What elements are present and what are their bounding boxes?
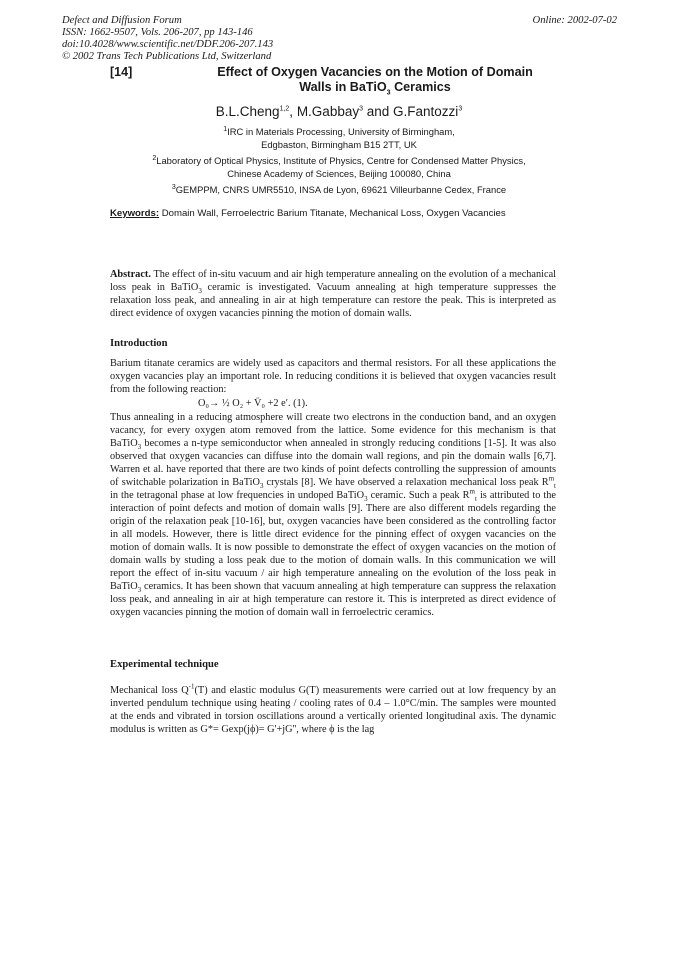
paragraph-text: is attributed to the interaction of point defects and motion of domain walls [9]. There are also different models regarding the origin of the relaxation peak [10-16], but, oxygen vacancies have been considered as the controlling factor in all models. However, there is little direct evidence for the pinning effect of oxygen vacancies on the motion of domain walls. It is now possible to demonstrate the effect of oxygen vacancies on the motion of domain walls by studing a loss peak due to the motion of domain walls. In this communication we will report the effect of in-situ vacuum / air high temperature annealing on the evolution of the loss peak in BaTiO	[110, 490, 556, 592]
author-separator: and	[363, 104, 394, 119]
paragraph-text: in the tetragonal phase at low frequencies in undoped BaTiO	[110, 490, 365, 501]
paragraph-text: Mechanical loss Q	[110, 685, 189, 696]
introduction-heading: Introduction	[110, 338, 168, 349]
author-2-affil: 3	[359, 105, 363, 113]
affiliation-marker: 3	[171, 183, 176, 191]
paragraph-text: Thus annealing in a reducing atmosphere will create two electrons in the conduction band, and an oxygen vacancy, for every oxygen atom removed from the lattice. Some evidence for this mechanism is that BaTiO	[110, 412, 556, 449]
journal-doi[interactable]: doi:10.4028/www.scientific.net/DDF.206-207.143	[62, 39, 274, 50]
abstract-text: The effect of in-situ vacuum and air high temperature annealing on the evolution of a mechanical loss peak in BaTiO	[110, 269, 556, 293]
online-date: Online: 2002-07-02	[532, 15, 617, 26]
title-line-2-post: Ceramics	[390, 79, 451, 94]
paragraph-text: ceramics. It has been shown that vacuum annealing at high temperature can suppress the relaxation loss peak, and annealing in air at high temperature can restore it. This is interpreted as direct evidence of oxygen vacancies pinning the motion of domain wall in ferroelectric ceramics.	[110, 581, 556, 618]
equation-1: O₀→ ½ O₂ + V̈₀ +2 e′. (1).	[198, 398, 308, 409]
journal-copyright: © 2002 Trans Tech Publications Ltd, Switzerland	[62, 51, 272, 62]
author-separator: ,	[289, 104, 297, 119]
title-line-2-pre: Walls in BaTiO	[299, 79, 387, 94]
keywords	[110, 208, 580, 219]
author-2: M.Gabbay	[296, 104, 360, 119]
paper-title	[180, 65, 570, 97]
subscript: 3	[259, 482, 264, 491]
introduction-paragraph-2	[110, 411, 556, 619]
abstract	[110, 268, 556, 320]
subscript: t	[554, 482, 556, 491]
keywords-text: Domain Wall, Ferroelectric Barium Titanate, Mechanical Loss, Oxygen Vacancies	[159, 208, 506, 219]
affiliation-line: IRC in Materials Processing, University of Birmingham,	[227, 126, 455, 137]
author-list	[0, 104, 678, 119]
affiliation-1	[0, 126, 678, 151]
affiliation-line: Laboratory of Optical Physics, Institute of Physics, Centre for Condensed Matter Physics,	[156, 155, 526, 166]
subscript: 3	[137, 443, 142, 452]
reference-number: [14]	[110, 65, 133, 79]
introduction-paragraph-1: Barium titanate ceramics are widely used as capacitors and thermal resistors. For all these applications the oxygen vacancies play an important role. In reducing conditions it is believed that oxygen vacancies result from the following reaction:	[110, 358, 556, 395]
journal-name: Defect and Diffusion Forum	[62, 15, 182, 26]
affiliation-3	[0, 184, 678, 197]
paragraph-text: becomes a n-type semiconductor when annealed in strongly reducing conditions [1-5]. It was also observed that oxygen vacancies can diffuse into the domain wall regions, and pin the domain walls [6,7]. Warren et al. have reported that there are two kinds of point defects controlling the suppression of amounts of switchable polarization in BaTiO	[110, 438, 556, 488]
superscript: -1	[188, 682, 195, 691]
author-1-affil: 1,2	[279, 105, 290, 113]
affiliation-line: Chinese Academy of Sciences, Beijing 100080, China	[227, 167, 451, 179]
author-3-affil: 3	[458, 105, 463, 113]
affiliation-2	[0, 155, 678, 180]
author-3: G.Fantozzi	[393, 104, 459, 119]
experimental-heading: Experimental technique	[110, 659, 219, 670]
subscript: t	[474, 495, 477, 504]
superscript: m	[469, 487, 475, 496]
keywords-label: Keywords:	[110, 208, 160, 219]
journal-issn: ISSN: 1662-9507, Vols. 206-207, pp 143-146	[62, 27, 253, 38]
affiliation-line: GEMPPM, CNRS UMR5510, INSA de Lyon, 69621 Villeurbanne Cedex, France	[175, 184, 507, 195]
abstract-label: Abstract.	[110, 269, 151, 280]
abstract-text: ceramic is investigated. Vacuum annealing at high temperature suppresses the relaxation loss peak, and annealing in air at high temperature can restore the peak. This is interpreted as direct evidence of oxygen vacancies pinning the motion of domain walls.	[110, 282, 556, 319]
subscript: 3	[137, 586, 142, 595]
paragraph-text: ceramic. Such a peak R	[367, 490, 470, 501]
author-1: B.L.Cheng	[215, 104, 280, 119]
subscript: 3	[198, 287, 202, 296]
affiliation-marker: 2	[152, 154, 157, 162]
paragraph-text: crystals [8]. We have observed a relaxation mechanical loss peak R	[263, 477, 549, 488]
experimental-paragraph	[110, 684, 556, 736]
affiliation-marker: 1	[223, 125, 228, 133]
superscript: m	[548, 474, 555, 483]
subscript: 3	[364, 495, 368, 504]
title-line-1: Effect of Oxygen Vacancies on the Motion of Domain	[217, 65, 533, 79]
title-subscript: 3	[386, 89, 391, 97]
paragraph-text: (T) and elastic modulus G(T) measurements were carried out at low frequency by an inverted pendulum technique using heating / cooling rates of 0.4 – 1.0°C/min. The samples were mounted at the ends and vibrated in torsion oscillations around a vertically oriented longitudinal axis. The dynamic modulus is written as G*= Gexp(jϕ)= G'+jG'', where ϕ is the lag	[110, 685, 557, 735]
journal-header	[62, 15, 617, 63]
affiliation-line: Edgbaston, Birmingham B15 2TT, UK	[261, 138, 417, 150]
